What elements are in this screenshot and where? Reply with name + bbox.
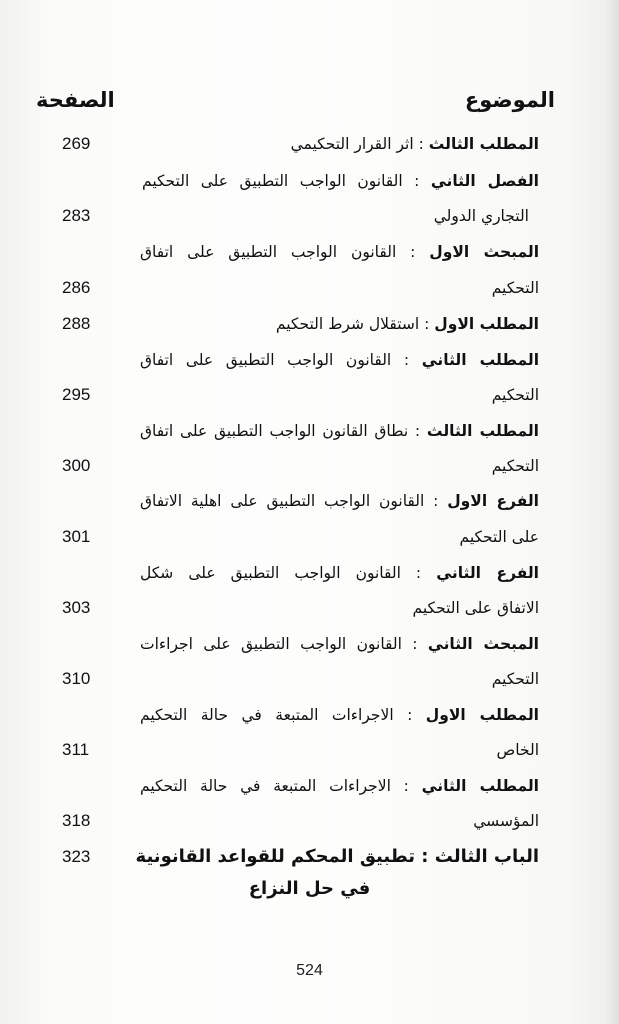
part-heading-line1: الباب الثالث : تطبيق المحكم للقواعد القانونية: [135, 846, 539, 867]
page-number: 318: [62, 811, 91, 830]
toc-entry-continuation: على التحكيم: [459, 528, 539, 546]
toc-entry: المطلب الثالث : نطاق القانون الواجب التطبيق على اتفاق: [140, 422, 539, 440]
page-number: 286: [62, 278, 91, 297]
page-number: 295: [62, 385, 91, 404]
page-number: 269: [62, 134, 91, 153]
page-number: 311: [62, 740, 90, 759]
page-number: 283: [62, 206, 91, 225]
page-number: 288: [62, 314, 91, 333]
toc-entry: الفرع الاول : القانون الواجب التطبيق على اهلية الاتفاق: [140, 492, 539, 510]
toc-entry: المطلب الثاني : الاجراءات المتبعة في حالة التحكيم: [140, 777, 539, 795]
toc-entry: المطلب الاول : الاجراءات المتبعة في حالة التحكيم: [140, 706, 539, 724]
page-number: 301: [62, 527, 91, 546]
page-number: 310: [62, 669, 91, 688]
page-number: 300: [62, 456, 91, 475]
toc-entry: المبحث الاول : القانون الواجب التطبيق على اتفاق: [140, 243, 539, 261]
toc-entry: المطلب الثاني : القانون الواجب التطبيق على اتفاق: [140, 351, 539, 369]
toc-entry-continuation: الخاص: [496, 741, 539, 759]
toc-entry-continuation: التحكيم: [491, 670, 539, 688]
toc-entry: المبحث الثاني : القانون الواجب التطبيق على اجراءات: [140, 635, 539, 653]
part-heading-line2: في حل النزاع: [248, 878, 371, 899]
page-column-heading: الصفحة: [36, 88, 115, 112]
toc-entry: المطلب الثالث : اثر القرار التحكيمي: [290, 135, 539, 153]
toc-entry-continuation: التحكيم: [491, 279, 539, 297]
topic-column-heading: الموضوع: [464, 88, 555, 112]
toc-entry: الفرع الثاني : القانون الواجب التطبيق على شكل: [140, 564, 539, 582]
folio-page-number: 524: [296, 962, 323, 979]
toc-entry: الفصل الثاني : القانون الواجب التطبيق على التحكيم: [142, 172, 539, 190]
toc-entry-continuation: الاتفاق على التحكيم: [412, 599, 539, 617]
toc-entry-continuation: التحكيم: [491, 457, 539, 475]
page-number: 303: [62, 598, 91, 617]
toc-entry: المطلب الاول : استقلال شرط التحكيم: [275, 315, 539, 333]
toc-entry-continuation: المؤسسي: [473, 812, 539, 830]
toc-entry-continuation: التجاري الدولي: [433, 207, 529, 225]
page-number: 323: [62, 847, 91, 866]
toc-entry-continuation: التحكيم: [491, 386, 539, 404]
